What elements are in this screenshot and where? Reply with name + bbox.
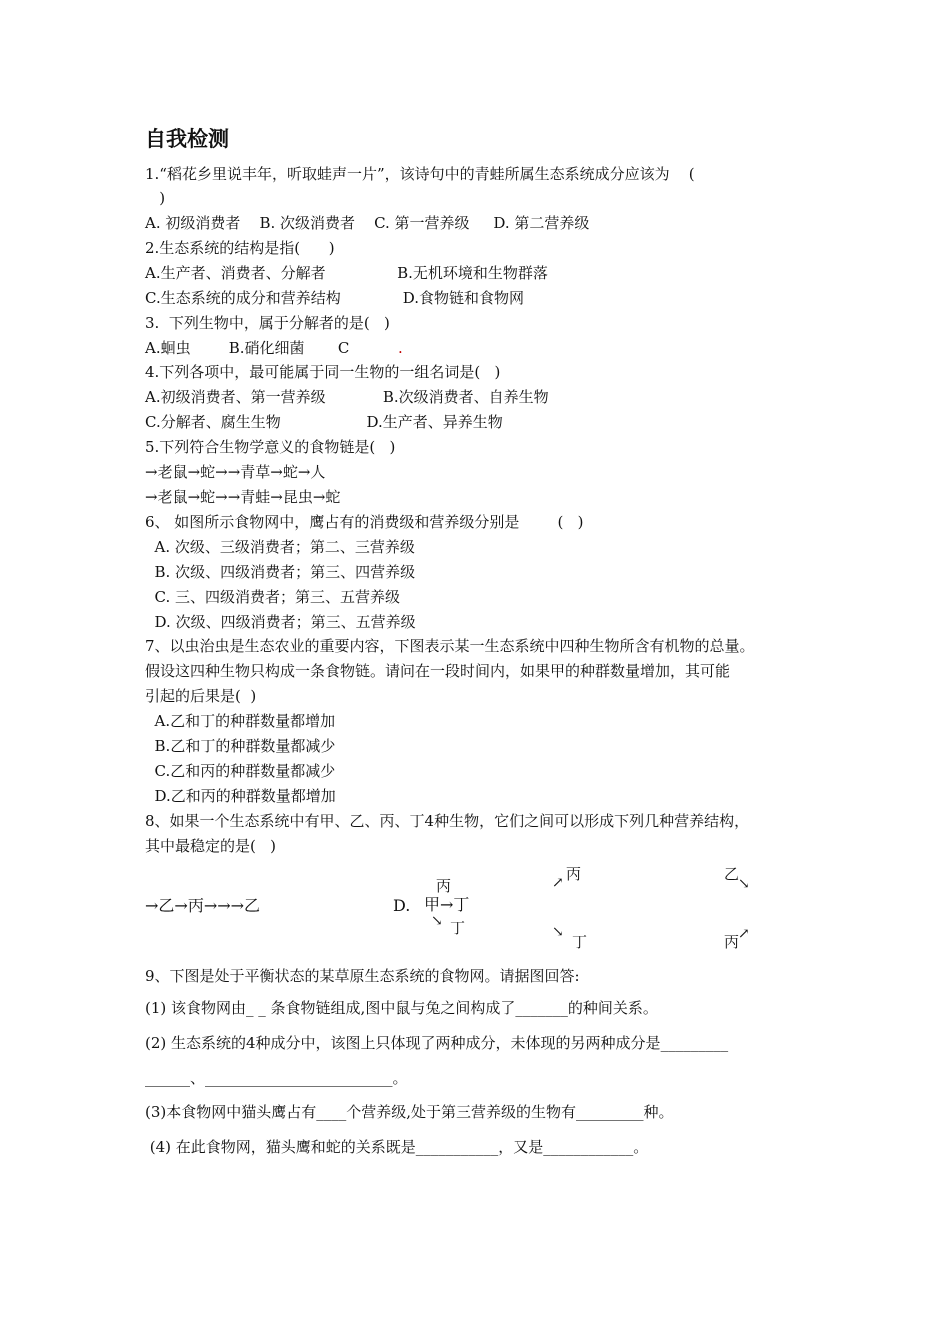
q5-chain-1: →老鼠→蛇→→青草→蛇→人 [145,463,326,481]
q8-stem-2: 其中最稳定的是( ) [145,837,277,855]
arrow-up-icon: ↗ [552,875,564,891]
q5-stem: 5.下列符合生物学意义的食物链是( ) [145,438,396,456]
q5-chain-2: →老鼠→蛇→→青蛙→昆虫→蛇 [145,488,341,506]
q7-option-b: B.乙和丁的种群数量都减少 [145,737,336,755]
q9-part-1: (1) 该食物网由_ _ 条食物链组成,图中鼠与兔之间构成了_______的种间关系。 [145,999,658,1017]
q6-option-a: A. 次级、三级消费者；第二、三营养级 [145,538,415,556]
q4-options-cd: C.分解者、腐生生物 D.生产者、异养生物 [145,413,503,431]
q7-stem-3: 引起的后果是( ) [145,687,257,705]
q1-options: A. 初级消费者 B. 次级消费者 C. 第一营养级 D. 第二营养级 [145,214,590,232]
q8-stem-1: 8、如果一个生态系统中有甲、乙、丙、丁4种生物，它们之间可以形成下列几种营养结构， [145,812,750,830]
q8-d-bottom: 丁 [450,919,466,937]
q2-options-ab: A.生产者、消费者、分解者 B.无机环境和生物群落 [145,264,548,282]
q8-chain-a: →乙→丙→→→乙 [145,896,261,915]
q8-d-mid: 甲→丁 [424,895,470,914]
arrow-up-icon: ↗ [738,926,750,942]
q7-option-c: C.乙和丙的种群数量都减少 [145,762,336,780]
q6-option-d: D. 次级、四级消费者；第三、五营养级 [145,613,416,631]
q4-stem: 4.下列各项中，最可能属于同一生物的一组名词是( ) [145,363,501,381]
q8-e-bottom: 丙 [724,933,740,951]
q9-stem: 9、下图是处于平衡状态的某草原生态系统的食物网。请据图回答: [145,967,580,985]
q9-part-3: (3)本食物网中猫头鹰占有____个营养级,处于第三营养级的生物有_________种。 [145,1103,674,1121]
q9-part-2: (2) 生态系统的4种成分中，该图上只体现了两种成分，未体现的另两种成分是_________ [145,1034,729,1052]
q9-part-4: (4) 在此食物网，猫头鹰和蛇的关系既是___________，又是____________。 [145,1138,649,1156]
red-dot: . [398,339,403,357]
q3-stem: 3. 下列生物中，属于分解者的是( ) [145,314,390,332]
arrow-down-icon: ↘ [738,876,750,892]
q7-stem-2: 假设这四种生物只构成一条食物链。请问在一段时间内，如果甲的种群数量增加，其可能 [145,662,731,680]
q7-option-a: A.乙和丁的种群数量都增加 [145,712,336,730]
q6-option-b: B. 次级、四级消费者；第三、四营养级 [145,563,416,581]
q4-options-ab: A.初级消费者、第一营养级 B.次级消费者、自养生物 [145,388,549,406]
q7-option-d: D.乙和丙的种群数量都增加 [145,787,336,805]
q1-stem: 1.“稻花乡里说丰年，听取蛙声一片”，该诗句中的青蛙所属生态系统成分应该为 ( [145,165,695,183]
q6-stem: 6、 如图所示食物网中，鹰占有的消费级和营养级分别是 ( ) [145,513,584,531]
q9-part-2-cont: ______、_________________________。 [145,1069,408,1087]
q2-options-cd: C.生态系统的成分和营养结构 D.食物链和食物网 [145,289,524,307]
q8-c-top: 丙 [566,865,582,883]
q3-options: A.蛔虫 B.硝化细菌 C [145,339,350,357]
q6-option-c: C. 三、四级消费者；第三、五营养级 [145,588,401,606]
arrow-down-icon: ↘ [552,924,564,940]
arrow-down-icon: ↘ [431,913,443,929]
q1-stem-cont: ) [145,189,166,207]
q8-d-top: 丙 [436,877,452,895]
q8-c-bottom: 丁 [572,933,588,951]
section-title: 自我检测 [145,127,229,151]
q8-e-top: 乙 [724,865,740,883]
q2-stem: 2.生态系统的结构是指( ) [145,239,335,257]
q7-stem-1: 7、以虫治虫是生态农业的重要内容，下图表示某一生态系统中四种生物所含有机物的总量。 [145,637,755,655]
q8-d-label: D. [393,896,411,915]
